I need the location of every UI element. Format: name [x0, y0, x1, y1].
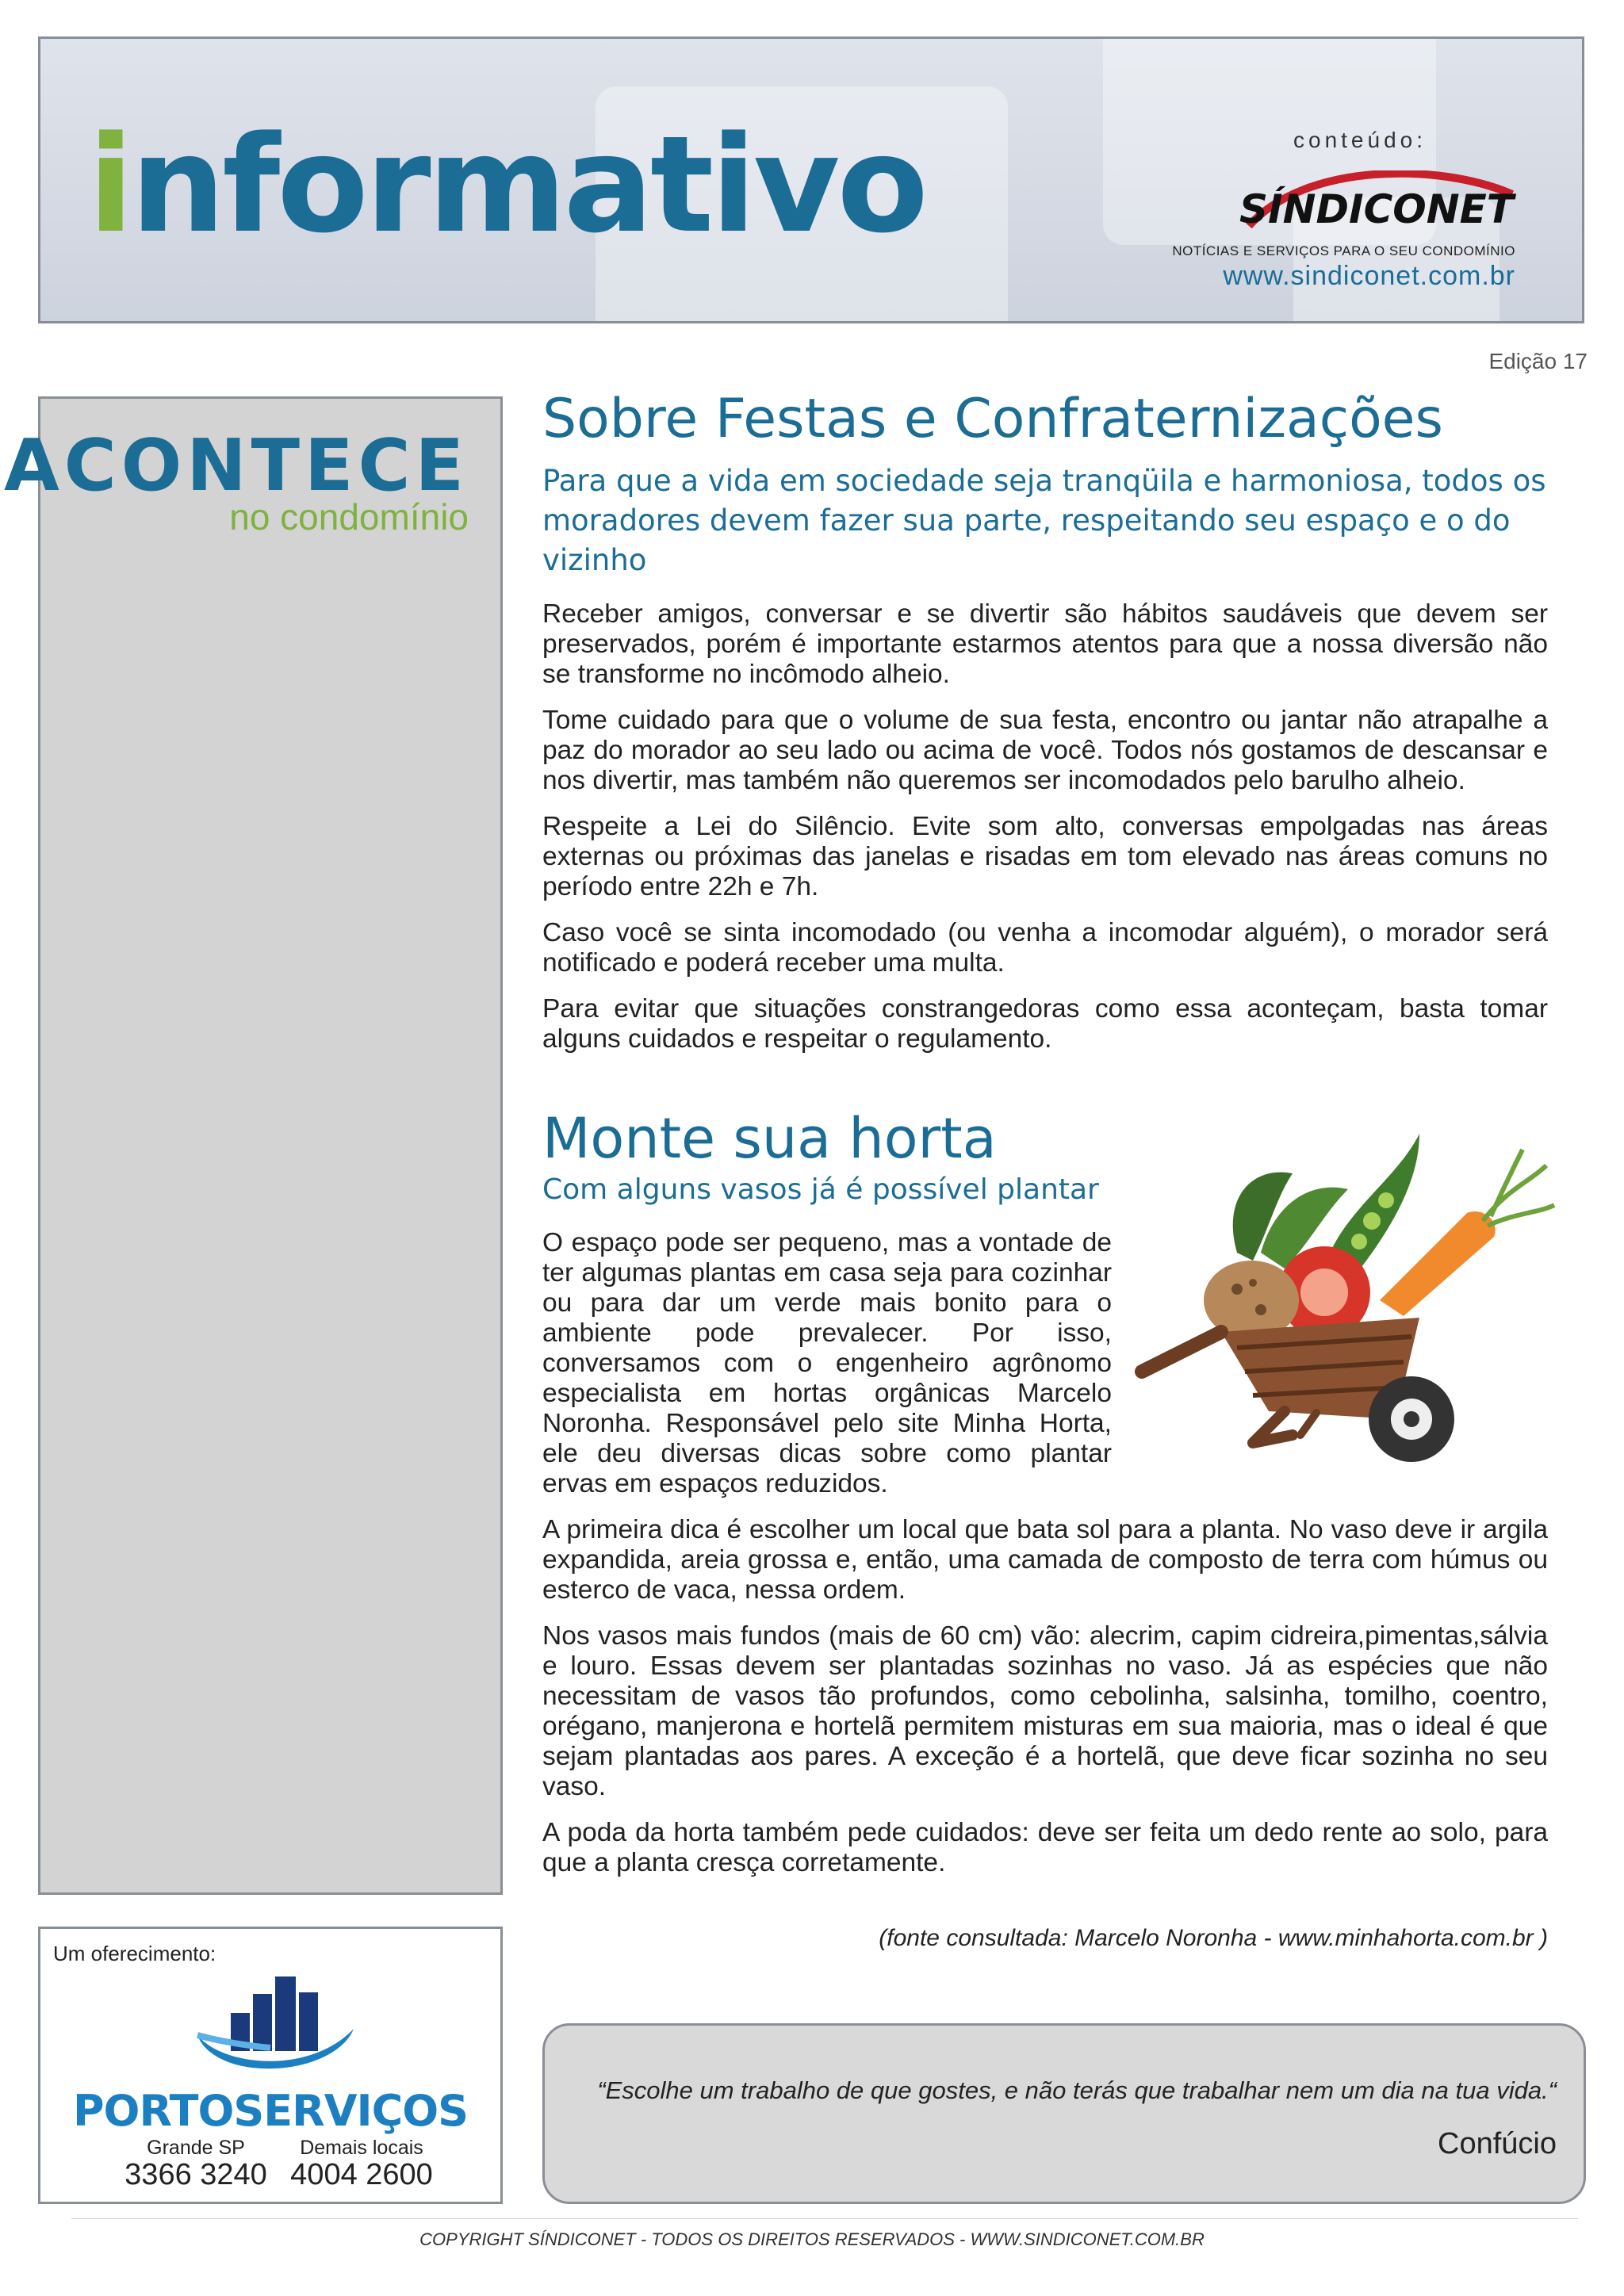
- masthead-title: [88, 107, 925, 262]
- sponsor-brand: PORTOSERVIÇOS: [72, 2086, 469, 2136]
- article-intro: O espaço pode ser pequeno, mas a vontade de ter algumas plantas em casa seja para cozinhar ou para dar um verde mais bonito para o ambiente pode prevalecer. Por isso, conversamos com o engenheiro agrônomo especialista em hortas orgânicas Marcelo Noronha. Responsável pelo site Minha Horta, ele deu diversas dicas sobre como plantar ervas em espaços reduzidos.: [542, 1228, 1112, 1499]
- sidebar-subtitle: no condomínio: [229, 496, 469, 538]
- content-by-label: conteúdo:: [1293, 128, 1427, 152]
- article-paragraph: A primeira dica é escolher um local que bata sol para a planta. No vaso deve ir argila expandida, areia grossa e, então, uma camada de composto de terra com húmus ou esterco de vaca, nessa ordem.: [542, 1515, 1548, 1605]
- article-paragraph: Respeite a Lei do Silêncio. Evite som alto, conversas empolgadas nas áreas externas ou próximas das janelas e risadas em tom elevado nas áreas comuns no período entre 22h e 7h.: [542, 812, 1548, 901]
- logo-wordmark: SÍNDICONET: [1239, 186, 1514, 232]
- article-paragraph: Para evitar que situações constrangedoras como essa aconteçam, basta tomar alguns cuidados e respeitar o regulamento.: [542, 994, 1548, 1054]
- phone-number[interactable]: 3366 3240: [124, 2158, 267, 2191]
- logo-tagline: NOTÍCIAS E SERVIÇOS PARA O SEU CONDOMÍNIO: [1172, 243, 1515, 258]
- phone-label: Grande SP: [147, 2137, 245, 2159]
- article-paragraph: Receber amigos, conversar e se divertir são hábitos saudáveis que devem ser preservados, porém é importante estarmos atentos para que a nossa diversão não se transforme no incômodo alheio.: [542, 599, 1548, 689]
- sidebar-panel: [4, 396, 503, 1895]
- wheelbarrow-vegetables-illustration: [1134, 1134, 1562, 1467]
- sidebar-title: ACONTECE: [4, 424, 469, 507]
- phone-number[interactable]: 4004 2600: [290, 2158, 433, 2191]
- article-paragraph: Nos vasos mais fundos (mais de 60 cm) vão: alecrim, capim cidreira,pimentas,sálvia e louro. Essas devem ser plantadas sozinhas no vaso. Já as espécies que não necessitam de vasos tão profundos, como cebolinha, salsinha, tomilho, coentro, orégano, manjerona e hortelã permitem misturas em sua maioria, mas o ideal é que sejam plantadas aos pares. A exceção é a hortelã, que deve ficar sozinha no seu vaso.: [542, 1621, 1548, 1802]
- sindiconet-logo: [1233, 170, 1519, 237]
- article-paragraph: Tome cuidado para que o volume de sua festa, encontro ou jantar não atrapalhe a paz do morador ao seu lado ou acima de você. Todos nós gostamos de descansar e nos divertir, mas também não queremos ser incomodados pelo barulho alheio.: [542, 706, 1548, 795]
- masthead-initial: i: [88, 107, 131, 262]
- source-citation: (fonte consultada: Marcelo Noronha - www.minhahorta.com.br ): [879, 1925, 1548, 1951]
- edition-label: Edição 17: [1488, 349, 1588, 373]
- phone-demais-locais: [278, 2137, 445, 2191]
- porto-buildings-icon: [191, 1972, 358, 2083]
- quote-author: Confúcio: [1438, 2127, 1557, 2160]
- header-banner: [38, 36, 1584, 323]
- quote-box: [542, 2023, 1586, 2204]
- footer-copyright: COPYRIGHT SÍNDICONET - TODOS OS DIREITOS RESERVADOS - WWW.SINDICONET.COM.BR: [419, 2229, 1205, 2249]
- quote-text: “Escolhe um trabalho de que gostes, e não terás que trabalhar nem um dia na tua vida.“: [597, 2076, 1557, 2104]
- phone-label: Demais locais: [300, 2137, 423, 2159]
- phone-grande-sp: [117, 2137, 275, 2191]
- footer-divider: [71, 2218, 1578, 2219]
- article-festas: [542, 388, 1548, 1070]
- article-subtitle: Com alguns vasos já é possível plantar: [542, 1173, 1099, 1206]
- article-title: Monte sua horta: [542, 1106, 997, 1171]
- article-paragraph: A poda da horta também pede cuidados: deve ser feita um dedo rente ao solo, para que a planta cresça corretamente.: [542, 1818, 1548, 1878]
- sponsor-box: [38, 1927, 503, 2204]
- sindiconet-link[interactable]: www.sindiconet.com.br: [1223, 261, 1515, 291]
- masthead-rest: nformativo: [130, 107, 925, 262]
- article-subtitle: Para que a vida em sociedade seja tranqüila e harmoniosa, todos os moradores devem fazer sua parte, respeitando seu espaço e o do vizinho: [542, 464, 1546, 578]
- sponsor-label: Um oferecimento:: [53, 1942, 216, 1965]
- article-title: Sobre Festas e Confraternizações: [542, 388, 1443, 450]
- article-paragraph: Caso você se sinta incomodado (ou venha a incomodar alguém), o morador será notificado e poderá receber uma multa.: [542, 918, 1548, 978]
